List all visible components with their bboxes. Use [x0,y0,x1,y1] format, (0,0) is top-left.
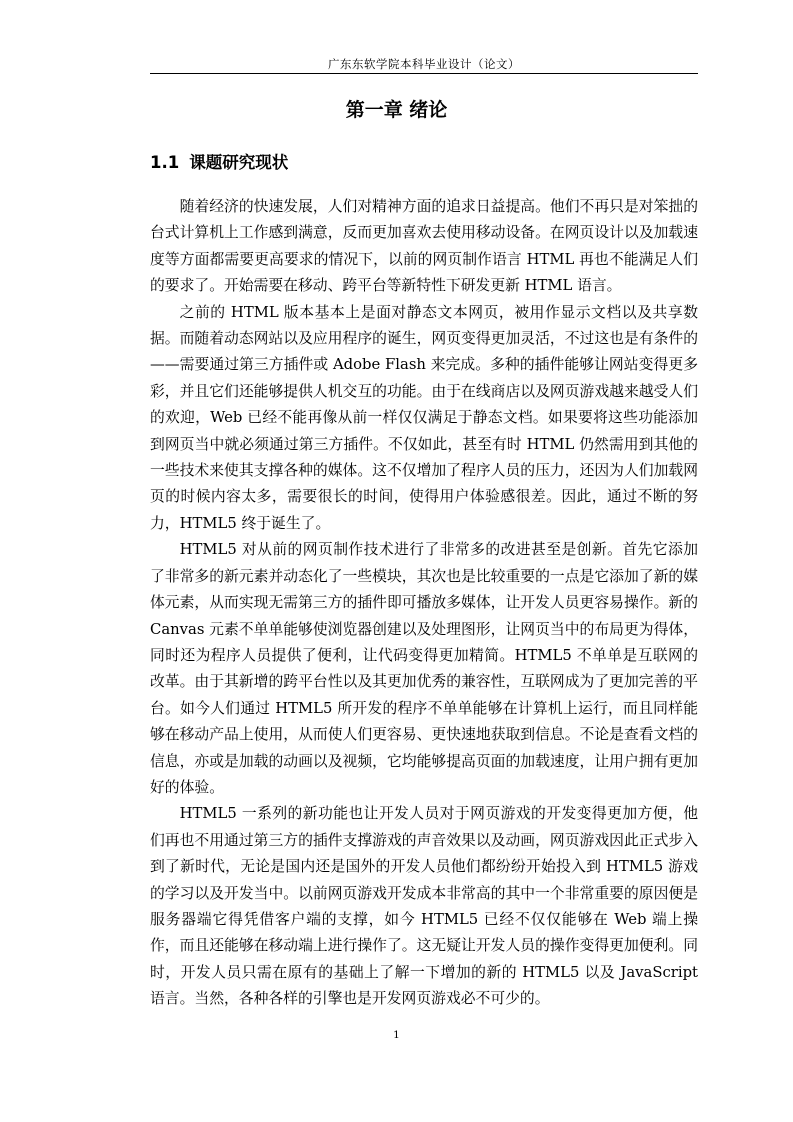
paragraph-2: 之前的 HTML 版本基本上是面对静态文本网页，被用作显示文档以及共享数据。而随着动态网站以及应用程序的诞生，网页变得更加灵活，不过这也是有条件的——需要通过第三方插件或 Adobe Flash 来完成。多种的插件能够让网站变得更多彩，并且它们还能够提供人机交互的功能。由于在线商店以及网页游戏越来越受人们的欢迎，Web 已经不能再像从前一样仅仅满足于静态文档。如果要将这些功能添加到网页当中就必须通过第三方插件。不仅如此，甚至有时 HTML 仍然需用到其他的一些技术来使其支撑各种的媒体。这不仅增加了程序人员的压力，还因为人们加载网页的时候内容太多，需要很长的时间，使得用户体验感很差。因此，通过不断的努力，HTML5 终于诞生了。 [150,303,698,532]
paragraph-3: HTML5 对从前的网页制作技术进行了非常多的改进甚至是创新。首先它添加了非常多的新元素并动态化了一些模块，其次也是比较重要的一点是它添加了新的媒体元素，从而实现无需第三方的插件即可播放多媒体，让开发人员更容易操作。新的 Canvas 元素不单单能够使浏览器创建以及处理图形，让网页当中的布局更为得体，同时还为程序人员提供了便利，让代码变得更加精简。HTML5 不单单是互联网的改革。由于其新增的跨平台性以及其更加优秀的兼容性，互联网成为了更加完善的平台。如今人们通过 HTML5 所开发的程序不单单能够在计算机上运行，而且同样能够在移动产品上使用，从而使人们更容易、更快速地获取到信息。不论是查看文档的信息，亦或是加载的动画以及视频，它均能够提高页面的加载速度，让用户拥有更加好的体验。 [150,541,698,796]
running-header: 广东东软学院本科毕业设计（论文） [328,57,520,71]
header-rule [150,73,698,74]
section-title: 课题研究现状 [189,153,289,172]
section-heading [150,151,288,175]
chapter-title: 第一章 绪论 [345,99,448,121]
section-number: 1.1 [150,153,180,172]
page-number: 1 [393,1029,400,1041]
paragraph-4: HTML5 一系列的新功能也让开发人员对于网页游戏的开发变得更加方便，他们再也不用通过第三方的插件支撑游戏的声音效果以及动画，网页游戏因此正式步入到了新时代，无论是国内还是国外的开发人员他们都纷纷开始投入到 HTML5 游戏的学习以及开发当中。以前网页游戏开发成本非常高的其中一个非常重要的原因便是服务器端它得凭借客户端的支撑，如今 HTML5 已经不仅仅能够在 Web 端上操作，而且还能够在移动端上进行操作了。这无疑让开发人员的操作变得更加便利。同时，开发人员只需在原有的基础上了解一下增加的新的 HTML5 以及 JavaScript 语言。当然，各种各样的引擎也是开发网页游戏必不可少的。 [150,805,698,1008]
paragraph-1: 随着经济的快速发展，人们对精神方面的追求日益提高。他们不再只是对笨拙的台式计算机上工作感到满意，反而更加喜欢去使用移动设备。在网页设计以及加载速度等方面都需要更高要求的情况下，以前的网页制作语言 HTML 再也不能满足人们的要求了。开始需要在移动、跨平台等新特性下研发更新 HTML 语言。 [150,198,698,295]
body-text [150,194,698,1013]
